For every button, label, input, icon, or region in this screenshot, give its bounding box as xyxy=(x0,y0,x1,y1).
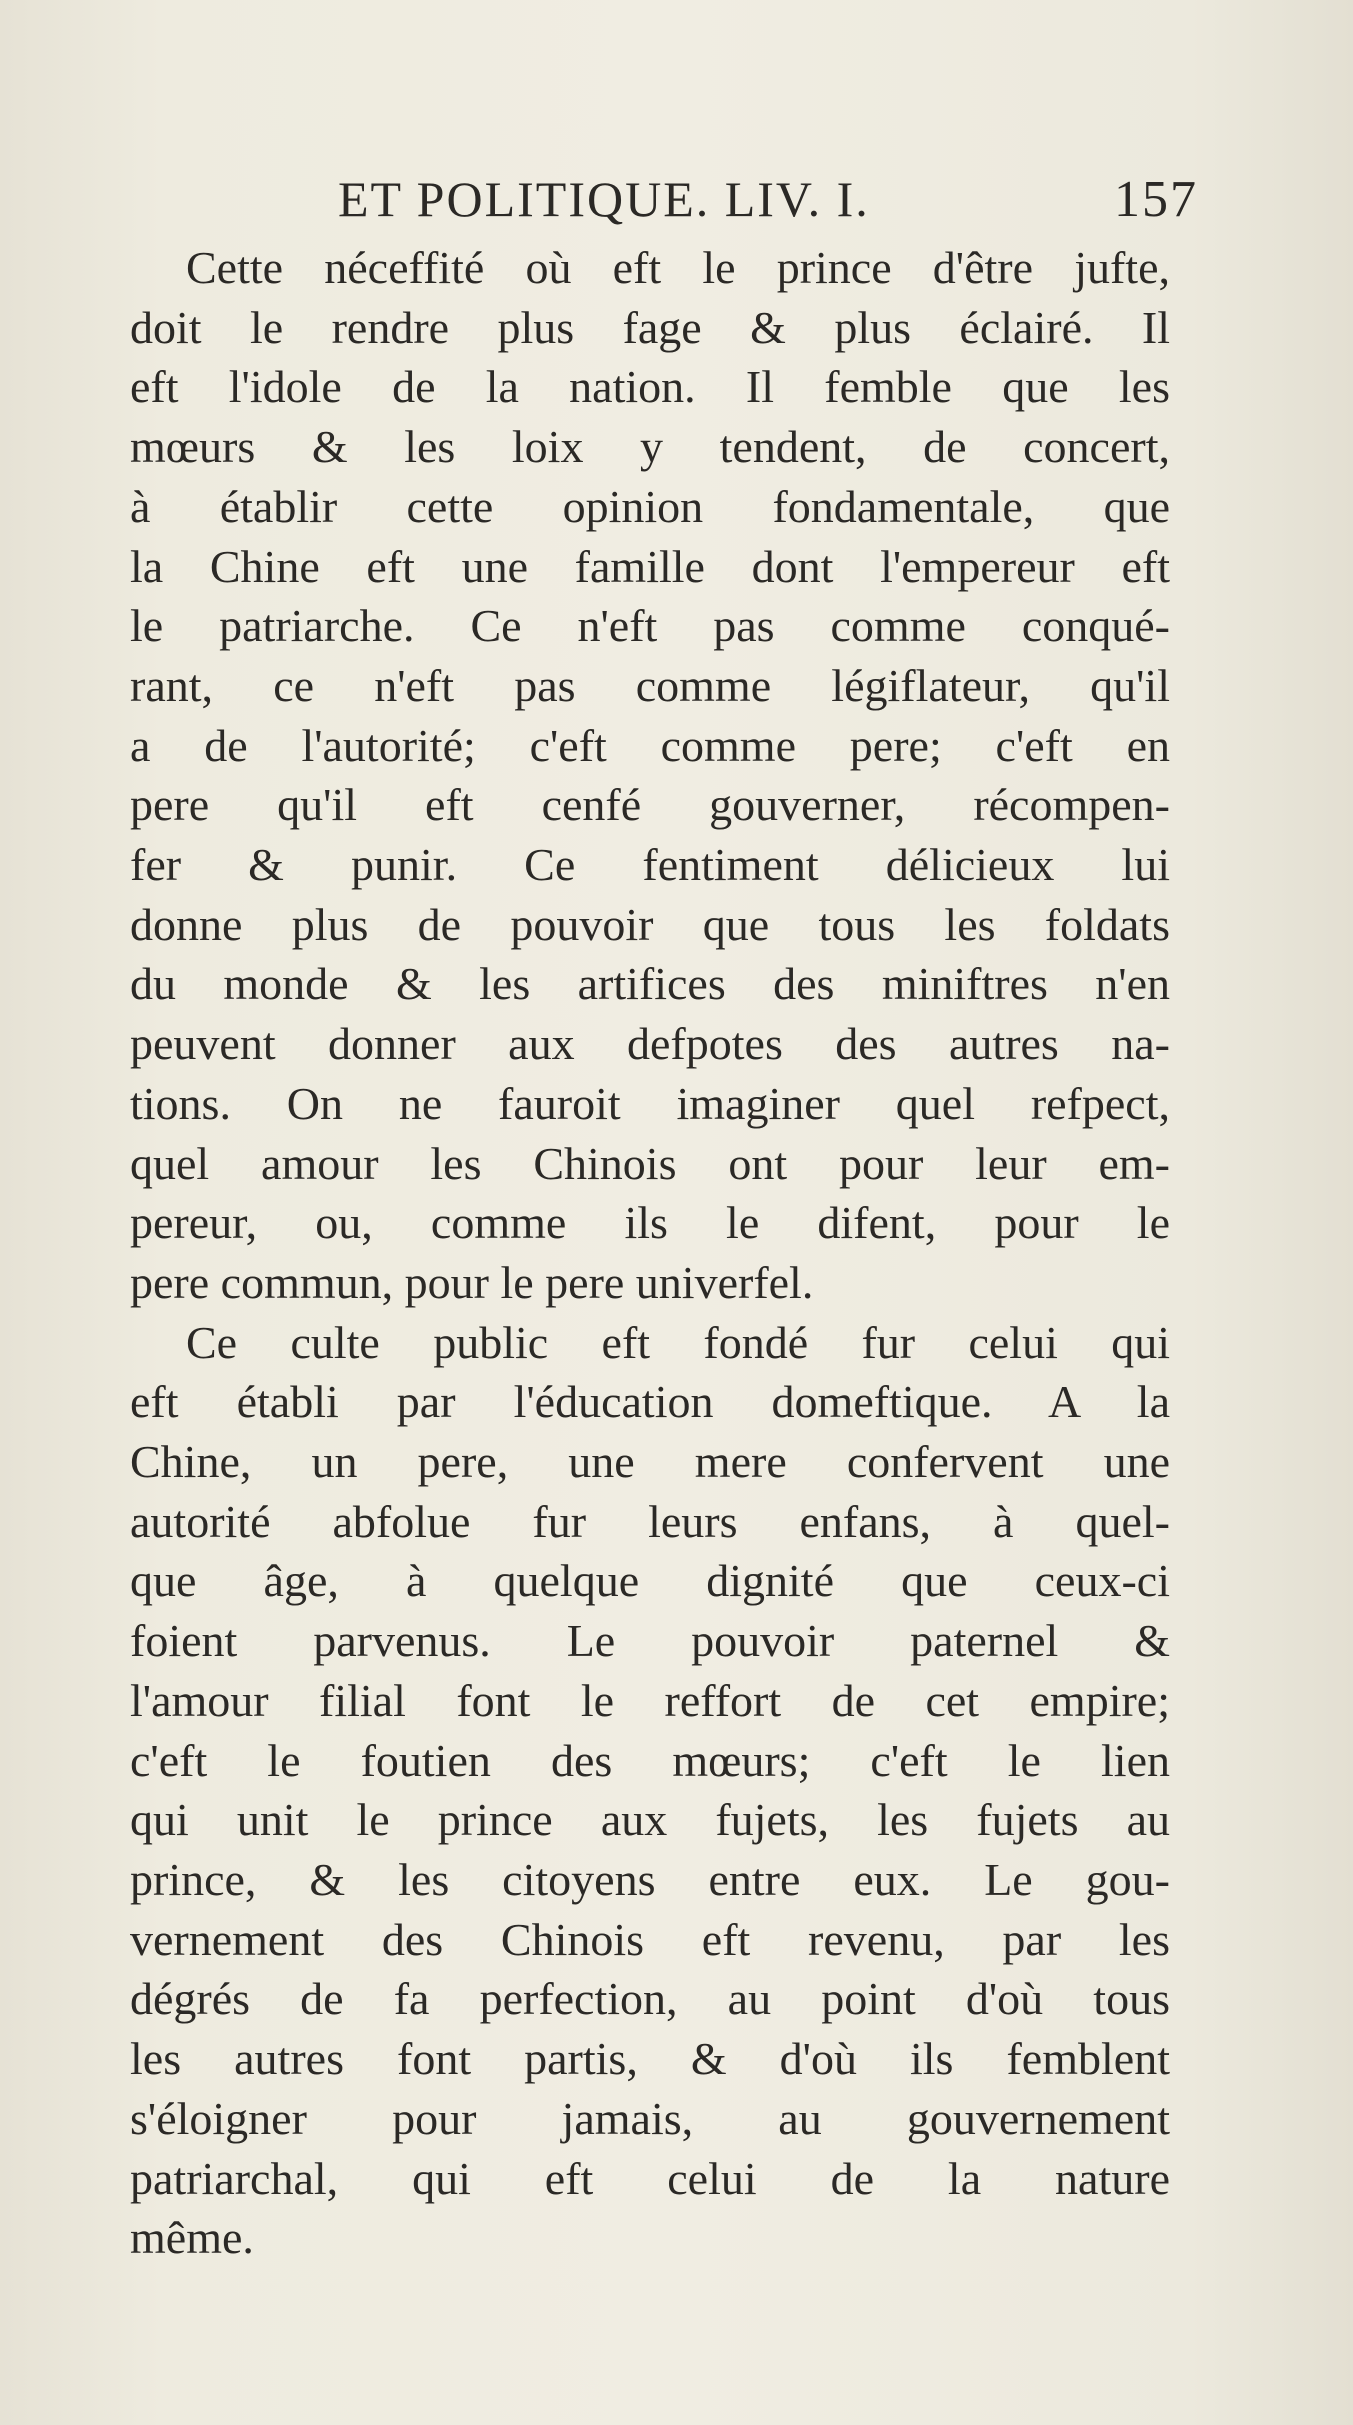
text-line: a de l'autorité; c'eft comme pere; c'eft en xyxy=(130,719,1170,771)
text-line: mœurs & les loix y tendent, de concert, xyxy=(130,421,1170,473)
text-line: autorité abfolue fur leurs enfans, à quel- xyxy=(130,1495,1170,1547)
text-line: le patriarche. Ce n'eft pas comme conqué- xyxy=(130,600,1170,652)
running-head xyxy=(338,162,1198,242)
text-line: même. xyxy=(130,2212,254,2264)
text-line: c'eft le foutien des mœurs; c'eft le lien xyxy=(130,1734,1170,1786)
text-line: Ce culte public eft fondé fur celui qui xyxy=(186,1316,1170,1368)
text-line: tions. On ne fauroit imaginer quel refpect, xyxy=(130,1077,1170,1129)
text-line: patriarchal, qui eft celui de la nature xyxy=(130,2152,1170,2204)
text-line: donne plus de pouvoir que tous les foldats xyxy=(130,898,1170,950)
text-line: s'éloigner pour jamais, au gouvernement xyxy=(130,2092,1170,2144)
text-line: rant, ce n'eft pas comme légiflateur, qu'il xyxy=(130,659,1170,711)
text-line: fer & punir. Ce fentiment délicieux lui xyxy=(130,839,1170,891)
text-line: que âge, à quelque dignité que ceux-ci xyxy=(130,1555,1170,1607)
text-line: Cette néceffité où eft le prince d'être jufte, xyxy=(186,242,1170,293)
text-line: eft établi par l'éducation domeftique. A la xyxy=(130,1376,1170,1428)
text-line: peuvent donner aux defpotes des autres na- xyxy=(130,1018,1170,1070)
text-line: à établir cette opinion fondamentale, que xyxy=(130,480,1170,532)
running-title: ET POLITIQUE. LIV. I. xyxy=(338,171,870,227)
text-line: foient parvenus. Le pouvoir paternel & xyxy=(130,1615,1170,1667)
text-line: prince, & les citoyens entre eux. Le gou- xyxy=(130,1853,1170,1905)
text-line: quel amour les Chinois ont pour leur em- xyxy=(130,1137,1170,1189)
page-number: 157 xyxy=(1114,171,1198,228)
paragraph-1 xyxy=(130,238,1170,1313)
text-line: les autres font partis, & d'où ils femblent xyxy=(130,2033,1170,2085)
text-line: vernement des Chinois eft revenu, par les xyxy=(130,1913,1170,1965)
text-line: eft l'idole de la nation. Il femble que les xyxy=(130,361,1170,413)
text-line: l'amour filial font le reffort de cet empire; xyxy=(130,1674,1170,1726)
text-line: pere commun, pour le pere univerfel. xyxy=(130,1256,814,1308)
text-line: dégrés de fa perfection, au point d'où tous xyxy=(130,1973,1170,2025)
text-line: du monde & les artifices des miniftres n'en xyxy=(130,958,1170,1010)
body-text xyxy=(130,238,1170,2268)
text-line: doit le rendre plus fage & plus éclairé. Il xyxy=(130,301,1170,353)
text-line: pere qu'il eft cenfé gouverner, récompen- xyxy=(130,779,1170,831)
text-line: Chine, un pere, une mere confervent une xyxy=(130,1436,1170,1488)
paragraph-2 xyxy=(130,1313,1170,2268)
text-line: la Chine eft une famille dont l'empereur eft xyxy=(130,540,1170,592)
text-line: pereur, ou, comme ils le difent, pour le xyxy=(130,1197,1170,1249)
text-line: qui unit le prince aux fujets, les fujets au xyxy=(130,1794,1170,1846)
